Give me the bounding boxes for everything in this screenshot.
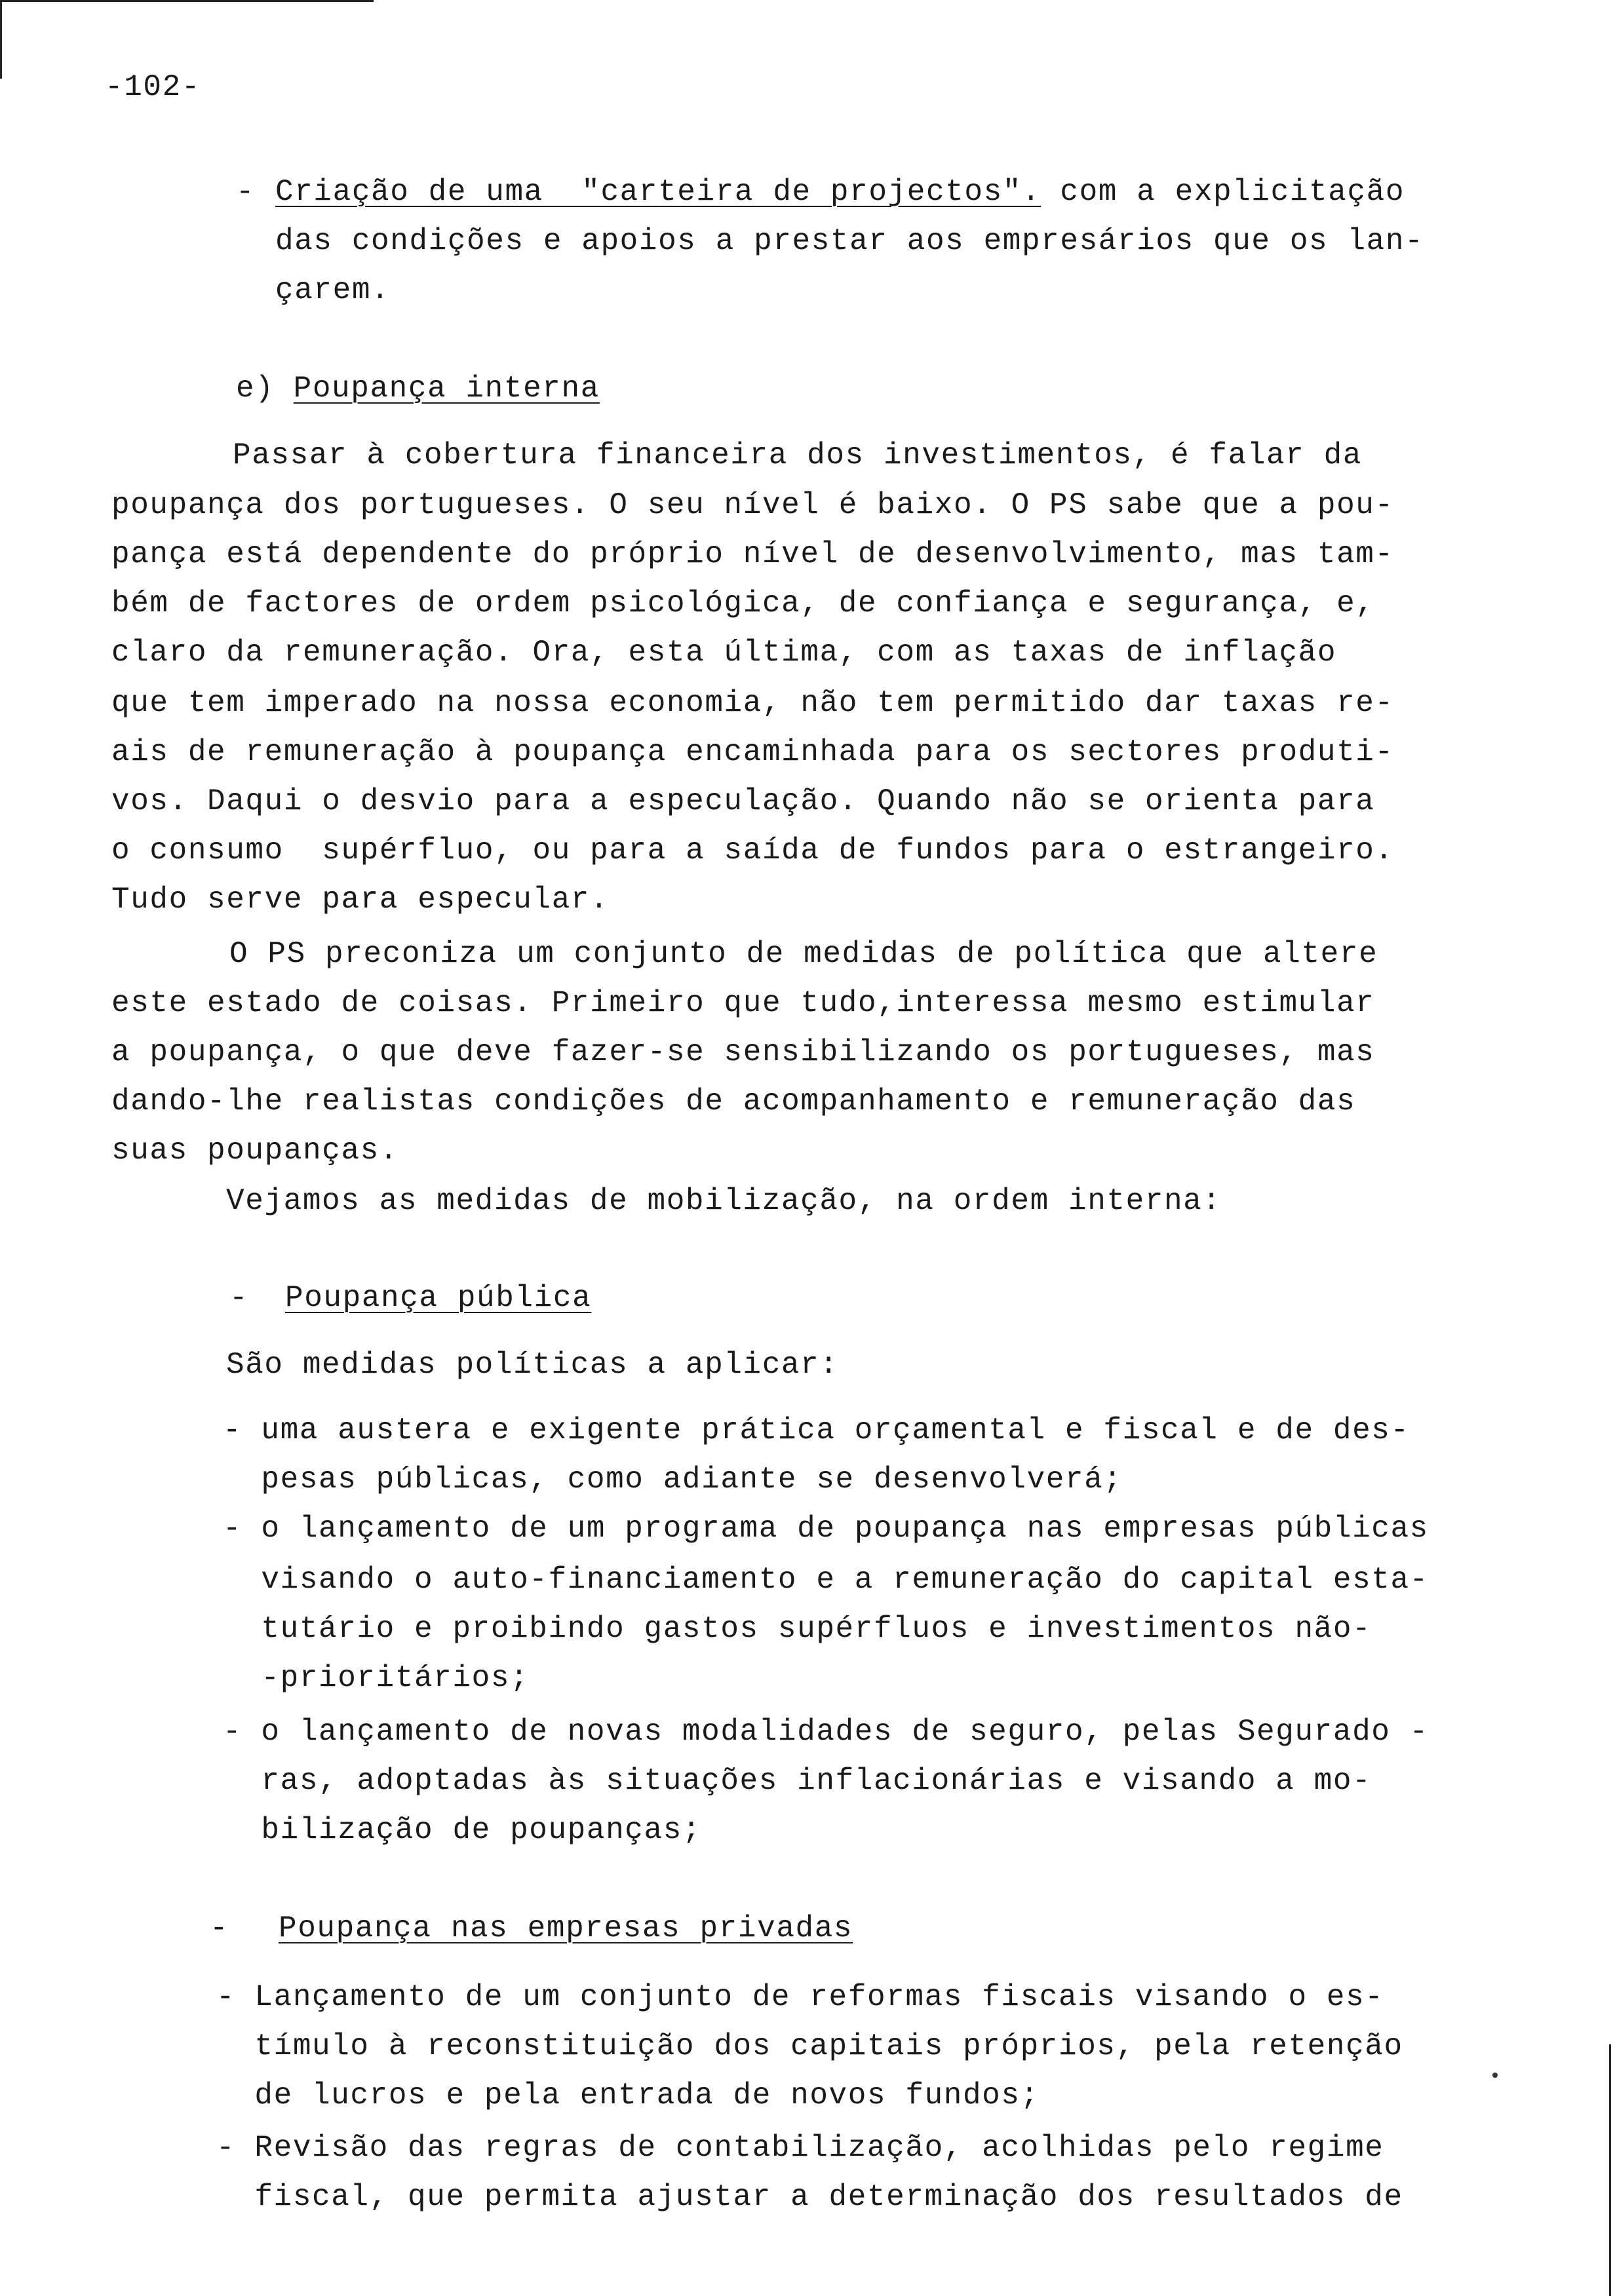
para1-line: bém de factores de ordem psicológica, de confiança e segurança, e, — [111, 586, 1375, 621]
para1-line: o consumo supérfluo, ou para a saída de fundos para o estrangeiro. — [111, 833, 1394, 868]
privadas-item-line: de lucros e pela entrada de novos fundos; — [216, 2078, 1040, 2113]
privadas-item-line: - Lançamento de um conjunto de reformas fiscais visando o es- — [216, 1980, 1384, 2014]
privadas-heading: Poupança nas empresas privadas — [279, 1911, 853, 1945]
para2-line: suas poupanças. — [111, 1134, 399, 1168]
publica-heading: Poupança pública — [285, 1281, 592, 1315]
scan-speck — [1492, 2073, 1498, 2078]
carteira-underlined: Criação de uma "carteira de projectos". — [275, 175, 1041, 209]
scan-edge-top — [0, 0, 374, 2]
publica-item-line: tutário e proibindo gastos supérfluos e investimentos não- — [223, 1612, 1372, 1646]
publica-item-line: - o lançamento de novas modalidades de seguro, pelas Segurado - — [223, 1715, 1429, 1749]
para2-line: a poupança, o que deve fazer-se sensibilizando os portugueses, mas — [111, 1035, 1375, 1069]
para1-line: Passar à cobertura financeira dos investimentos, é falar da — [233, 438, 1363, 472]
bullet-dash: - — [236, 175, 256, 209]
publica-item-line: -prioritários; — [223, 1661, 530, 1695]
publica-item-line: - uma austera e exigente prática orçamental e fiscal e de des- — [223, 1413, 1410, 1447]
section-e-heading — [236, 373, 600, 404]
section-e-title: Poupança interna — [293, 372, 600, 406]
privadas-item-line: tímulo à reconstituição dos capitais próprios, pela retenção — [216, 2029, 1403, 2063]
privadas-dash: - — [210, 1911, 229, 1945]
carteira-line-3: çarem. — [275, 273, 391, 307]
privadas-item-line: - Revisão das regras de contabilização, acolhidas pelo regime — [216, 2131, 1384, 2165]
para1-line: poupança dos portugueses. O seu nível é baixo. O PS sabe que a pou- — [111, 488, 1394, 522]
publica-intro: São medidas políticas a aplicar: — [226, 1348, 839, 1382]
carteira-line-1-rest: com a explicitação — [1041, 175, 1405, 209]
para2-line: O PS preconiza um conjunto de medidas de política que altere — [229, 937, 1378, 971]
publica-dash: - — [229, 1281, 249, 1315]
para3-line: Vejamos as medidas de mobilização, na ordem interna: — [226, 1184, 1222, 1218]
carteira-line-2: das condições e apoios a prestar aos empresários que os lan- — [275, 224, 1424, 258]
section-e-letter: e) — [236, 372, 275, 406]
para2-line: este estado de coisas. Primeiro que tudo,interessa mesmo estimular — [111, 986, 1375, 1020]
para2-line: dando-lhe realistas condições de acompanhamento e remuneração das — [111, 1084, 1356, 1119]
para1-line: claro da remuneração. Ora, esta última, com as taxas de inflação — [111, 636, 1337, 670]
publica-item-line: visando o auto-financiamento e a remuneração do capital esta- — [223, 1563, 1429, 1597]
carteira-line-1 — [275, 177, 1405, 207]
publica-item-line: bilização de poupanças; — [223, 1813, 702, 1847]
publica-item-line: - o lançamento de um programa de poupança nas empresas públicas — [223, 1512, 1429, 1546]
para1-line: vos. Daqui o desvio para a especulação. Quando não se orienta para — [111, 784, 1375, 818]
publica-item-line: pesas públicas, como adiante se desenvolverá; — [223, 1463, 1123, 1497]
scan-edge-left — [0, 0, 2, 79]
para1-line: Tudo serve para especular. — [111, 883, 610, 917]
publica-item-line: ras, adoptadas às situações inflacionárias e visando a mo- — [223, 1764, 1372, 1798]
page-number: -102- — [105, 70, 201, 104]
para1-line: ais de remuneração à poupança encaminhada para os sectores produti- — [111, 735, 1394, 769]
para1-line: pança está dependente do próprio nível de desenvolvimento, mas tam- — [111, 537, 1394, 571]
privadas-item-line: fiscal, que permita ajustar a determinação dos resultados de — [216, 2180, 1403, 2214]
para1-line: que tem imperado na nossa economia, não tem permitido dar taxas re- — [111, 686, 1394, 720]
scan-edge-right — [1609, 2044, 1611, 2296]
